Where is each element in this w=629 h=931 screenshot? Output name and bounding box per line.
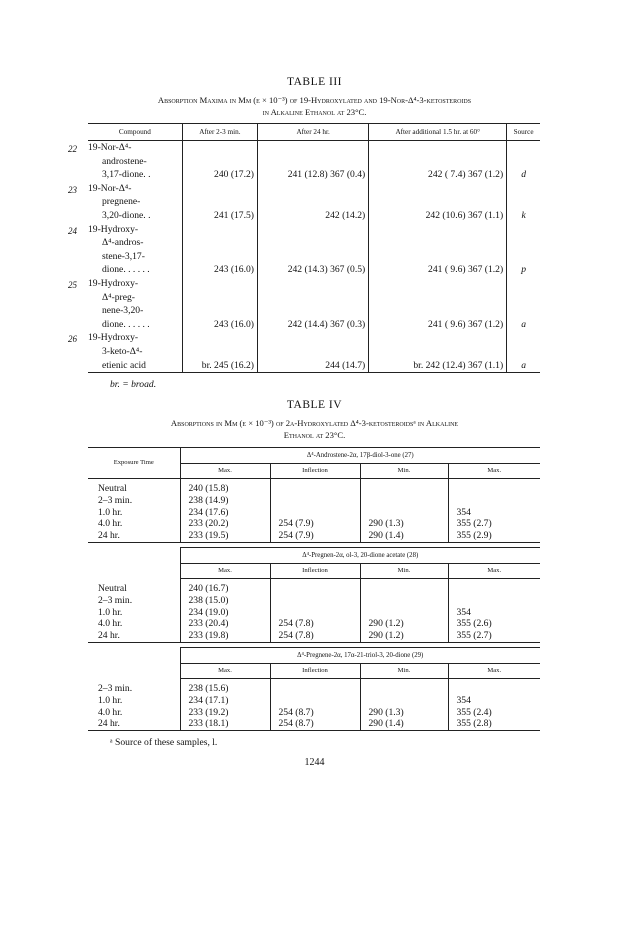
absorption-value-min xyxy=(360,483,448,495)
absorption-value-min: 290 (1.2) xyxy=(360,630,448,642)
table3-caption-line2: in Alkaline Ethanol at 23°C. xyxy=(262,107,367,117)
exposure-time: 24 hr. xyxy=(88,718,180,730)
compound-name-line: 19-Hydroxy- xyxy=(88,277,139,289)
after-24-hr-value: 241 (12.8) 367 (0.4) xyxy=(258,141,369,182)
after-24-hr-value: 242 (14.2) xyxy=(258,182,369,223)
exposure-time: Neutral xyxy=(98,483,127,494)
absorption-value-infl: 254 (8.7) xyxy=(270,718,360,730)
compound-name-line: 3-keto-Δ⁴- xyxy=(102,345,143,357)
table4-caption-line1: Absorptions in Mμ (ε × 10⁻³) of 2α-Hydroxylated Δ⁴-3-ketosteroidsᵃ in Alkaline xyxy=(170,418,459,428)
absorption-value-min: 290 (1.2) xyxy=(360,618,448,630)
table4-column-header: Max. xyxy=(448,563,540,578)
after-2-3-min-value: 241 (17.5) xyxy=(182,182,257,223)
table4-data-row xyxy=(88,618,540,630)
absorption-value-max2 xyxy=(448,595,540,607)
absorption-value-max2: 355 (2.4) xyxy=(448,707,540,719)
absorption-value-infl: 254 (7.9) xyxy=(270,530,360,542)
exposure-time: 4.0 hr. xyxy=(98,618,123,630)
absorption-value-max1: 240 (16.7) xyxy=(180,583,270,595)
compound-name-line: Δ⁴-preg- xyxy=(102,291,135,303)
absorption-value-max1: 233 (19.8) xyxy=(180,630,270,642)
table3-caption-line1: Absorption Maxima in Mμ (ε × 10⁻³) of 19-Hydroxylated and 19-Nor-Δ⁴-3-ketosteroids xyxy=(157,95,472,105)
absorption-value-max2: 354 xyxy=(448,695,540,707)
absorption-value-infl: 254 (7.8) xyxy=(270,618,360,630)
spacer-cell xyxy=(180,731,270,736)
table4-data-row xyxy=(88,507,540,519)
exposure-time: 1.0 hr. xyxy=(98,606,123,618)
spacer-cell xyxy=(88,731,180,736)
table4-column-header: Max. xyxy=(180,663,270,678)
exposure-time: 24 hr. xyxy=(88,630,180,642)
table4-data-row xyxy=(88,707,540,719)
source-value: d xyxy=(507,141,540,182)
table3-compound-cell xyxy=(68,141,182,182)
compound-number: 22 xyxy=(68,144,77,154)
table4-column-header-row xyxy=(88,663,540,678)
absorption-value-max2: 355 (2.7) xyxy=(448,630,540,642)
absorption-value-min xyxy=(360,583,448,595)
table3-compound-cell xyxy=(68,223,182,277)
absorption-value-max1: 238 (15.0) xyxy=(180,595,270,607)
source-value: p xyxy=(507,223,540,277)
absorption-value-min xyxy=(360,683,448,695)
table4-compound-name: Δ⁴-Pregnene-2α, 17α-21-triol-3, 20-dione (29) xyxy=(180,647,540,663)
absorption-value-infl: 254 (7.8) xyxy=(270,630,360,642)
absorption-value-max1: 234 (17.6) xyxy=(180,507,270,519)
table4-column-header: Inflection xyxy=(270,563,360,578)
table4-data-row xyxy=(88,518,540,530)
exposure-time: 4.0 hr. xyxy=(98,706,123,718)
after-additional-value: 241 ( 9.6) 367 (1.2) xyxy=(369,277,507,331)
compound-name-line: androstene- xyxy=(102,155,147,167)
table4-column-header: Inflection xyxy=(270,464,360,479)
source-value: a xyxy=(507,277,540,331)
table3-header-source: Source xyxy=(507,124,540,141)
compound-name-line: nene-3,20- xyxy=(102,305,144,317)
absorption-value-max1: 234 (17.1) xyxy=(180,695,270,707)
table3-footnote xyxy=(110,379,156,390)
table4-compound-header-row xyxy=(88,547,540,563)
absorption-value-max2: 355 (2.7) xyxy=(448,518,540,530)
absorption-value-min xyxy=(360,507,448,519)
blank-cell xyxy=(88,647,180,663)
absorption-value-max1: 233 (19.2) xyxy=(180,707,270,719)
compound-name-line: 19-Hydroxy- xyxy=(88,332,139,344)
table3-row xyxy=(88,277,540,331)
table3-row xyxy=(88,223,540,277)
table4-column-header: Inflection xyxy=(270,663,360,678)
table4-title: TABLE IV xyxy=(286,399,343,411)
absorption-value-max2: 355 (2.6) xyxy=(448,618,540,630)
absorption-value-max2: 354 xyxy=(448,607,540,619)
compound-name-line: stene-3,17- xyxy=(102,250,145,262)
exposure-time: 2–3 min. xyxy=(98,682,133,694)
absorption-value-infl: 254 (7.9) xyxy=(270,518,360,530)
blank-cell xyxy=(88,563,180,578)
absorption-value-infl xyxy=(270,495,360,507)
blank-cell xyxy=(88,663,180,678)
spacer-cell xyxy=(270,731,360,736)
exposure-time: Neutral xyxy=(98,582,127,594)
table3-row xyxy=(88,182,540,223)
compound-name-line: Δ⁴-andros- xyxy=(102,237,144,249)
absorption-value-min: 290 (1.4) xyxy=(360,530,448,542)
after-2-3-min-value: br. 245 (16.2) xyxy=(182,331,257,372)
spacer-cell xyxy=(448,731,540,736)
compound-name-line: 19-Nor-Δ⁴- xyxy=(88,142,132,153)
exposure-time: 1.0 hr. xyxy=(98,694,123,706)
absorption-value-infl xyxy=(270,583,360,595)
after-24-hr-value: 242 (14.3) 367 (0.5) xyxy=(258,223,369,277)
absorption-value-min: 290 (1.3) xyxy=(360,518,448,530)
table4-data-row xyxy=(88,695,540,707)
table4-data-row xyxy=(88,718,540,730)
after-2-3-min-value: 243 (16.0) xyxy=(182,277,257,331)
absorption-value-max1: 240 (15.8) xyxy=(180,483,270,495)
absorption-value-max1: 233 (20.2) xyxy=(180,518,270,530)
absorption-value-max2 xyxy=(448,483,540,495)
table4-compound-name: Δ⁴-Androstene-2α, 17β-diol-3-one (27) xyxy=(180,448,540,464)
exposure-time: 24 hr. xyxy=(88,530,180,542)
after-additional-value: 242 ( 7.4) 367 (1.2) xyxy=(369,141,507,182)
absorption-value-max2: 354 xyxy=(448,507,540,519)
compound-name-line: 3,17-dione. . xyxy=(102,169,151,181)
table3-title: TABLE III xyxy=(287,76,342,88)
table3-row xyxy=(88,141,540,182)
after-additional-value: br. 242 (12.4) 367 (1.1) xyxy=(369,331,507,372)
absorption-value-max2 xyxy=(448,495,540,507)
absorption-value-min xyxy=(360,607,448,619)
table4-data-row xyxy=(88,595,540,607)
table4 xyxy=(88,447,540,735)
exposure-time: 4.0 hr. xyxy=(98,518,123,530)
table3-compound-cell xyxy=(68,277,182,331)
table4-column-header: Max. xyxy=(448,464,540,479)
spacer-cell xyxy=(360,731,448,736)
table4-column-header: Max. xyxy=(448,663,540,678)
table3-compound-cell xyxy=(68,331,182,372)
table4-column-header-row xyxy=(88,563,540,578)
compound-number: 25 xyxy=(68,279,77,290)
absorption-value-min xyxy=(360,695,448,707)
compound-name-line: etienic acid xyxy=(102,359,146,371)
compound-name-line: 19-Nor-Δ⁴- xyxy=(88,182,132,194)
absorption-value-max1: 234 (19.0) xyxy=(180,607,270,619)
compound-name-line: pregnene- xyxy=(102,196,141,208)
compound-name-line: 3,20-dione. . xyxy=(102,209,151,221)
table4-compound-name: Δ⁴-Pregnen-2α, ol-3, 20-dione acetate (28) xyxy=(180,547,540,563)
after-24-hr-value: 244 (14.7) xyxy=(258,331,369,372)
source-value: k xyxy=(507,182,540,223)
absorption-value-min: 290 (1.4) xyxy=(360,718,448,730)
after-2-3-min-value: 243 (16.0) xyxy=(182,223,257,277)
table3 xyxy=(68,123,540,373)
table3-compound-cell xyxy=(68,182,182,223)
exposure-time-header: Exposure Time xyxy=(88,448,180,479)
table3-header-compound: Compound xyxy=(88,124,182,141)
after-additional-value: 241 ( 9.6) 367 (1.2) xyxy=(369,223,507,277)
table3-header-row xyxy=(88,124,540,141)
after-2-3-min-value: 240 (17.2) xyxy=(182,141,257,182)
after-24-hr-value: 242 (14.4) 367 (0.3) xyxy=(258,277,369,331)
table4-data-row xyxy=(88,683,540,695)
absorption-value-max1: 233 (18.1) xyxy=(180,718,270,730)
absorption-value-max1: 238 (14.9) xyxy=(180,495,270,507)
table4-column-header: Min. xyxy=(360,464,448,479)
table4-data-row xyxy=(88,530,540,542)
compound-number: 26 xyxy=(68,334,77,345)
table4-data-row xyxy=(88,607,540,619)
absorption-value-infl xyxy=(270,595,360,607)
table4-compound-header-row xyxy=(88,448,540,464)
exposure-time: 1.0 hr. xyxy=(98,506,123,518)
compound-name-line: dione. . . . . . xyxy=(102,264,150,276)
table4-data-row xyxy=(88,630,540,642)
table3-header-after-additional: After additional 1.5 hr. at 60° xyxy=(369,124,507,141)
absorption-value-max1: 238 (15.6) xyxy=(180,683,270,695)
source-value: a xyxy=(507,331,540,372)
absorption-value-max2 xyxy=(448,683,540,695)
table4-compound-header-row xyxy=(88,647,540,663)
absorption-value-max1: 233 (19.5) xyxy=(180,530,270,542)
absorption-value-min xyxy=(360,495,448,507)
absorption-value-max2: 355 (2.9) xyxy=(448,530,540,542)
table3-footnote-text: br. = broad. xyxy=(110,379,157,390)
after-additional-value: 242 (10.6) 367 (1.1) xyxy=(369,182,507,223)
compound-name-line: 19-Hydroxy- xyxy=(88,223,139,235)
table4-column-header: Max. xyxy=(180,563,270,578)
absorption-value-infl: 254 (8.7) xyxy=(270,707,360,719)
table4-data-row xyxy=(88,483,540,495)
blank-cell xyxy=(88,547,180,563)
absorption-value-max1: 233 (20.4) xyxy=(180,618,270,630)
table3-header-after-24-hr: After 24 hr. xyxy=(258,124,369,141)
table4-column-header: Min. xyxy=(360,663,448,678)
compound-number: 23 xyxy=(68,184,77,195)
table4-data-row xyxy=(88,495,540,507)
page-number: 1244 xyxy=(304,757,325,768)
absorption-value-infl xyxy=(270,683,360,695)
compound-name-line: dione. . . . . . xyxy=(102,318,150,330)
table4-spacer-row xyxy=(88,731,540,736)
table3-row xyxy=(88,331,540,372)
table4-column-header: Min. xyxy=(360,563,448,578)
table4-column-header: Max. xyxy=(180,464,270,479)
absorption-value-min xyxy=(360,595,448,607)
compound-number: 24 xyxy=(68,225,77,236)
table4-footnote: ᵃ Source of these samples, l. xyxy=(110,737,218,748)
exposure-time: 2–3 min. xyxy=(98,494,133,506)
absorption-value-infl xyxy=(270,507,360,519)
table3-header-after-2-3-min: After 2-3 min. xyxy=(182,124,257,141)
absorption-value-min: 290 (1.3) xyxy=(360,707,448,719)
absorption-value-infl xyxy=(270,483,360,495)
exposure-time: 2–3 min. xyxy=(98,594,133,606)
absorption-value-infl xyxy=(270,695,360,707)
absorption-value-infl xyxy=(270,607,360,619)
absorption-value-max2 xyxy=(448,583,540,595)
table4-data-row xyxy=(88,583,540,595)
absorption-value-max2: 355 (2.8) xyxy=(448,718,540,730)
table4-caption-line2: Ethanol at 23°C. xyxy=(283,430,346,440)
